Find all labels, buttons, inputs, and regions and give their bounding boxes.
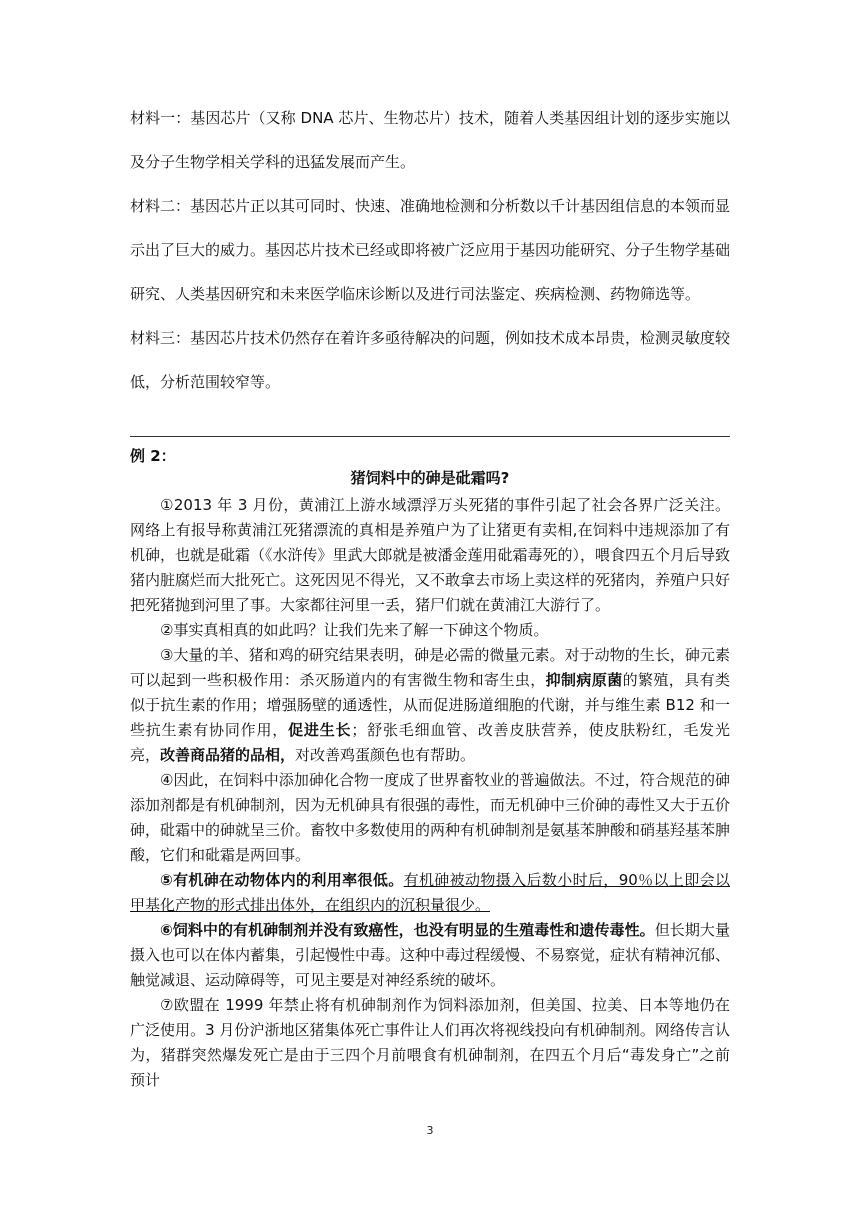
paragraph-5 <box>130 868 730 918</box>
bold-improve-quality: 改善商品猪的品相， <box>160 746 296 764</box>
paragraph-5-bold: ⑤有机砷在动物体内的利用率很低。 <box>160 871 404 889</box>
example-label: 例 2： <box>130 447 176 465</box>
paragraph-7: ⑦欧盟在 1999 年禁止将有机砷制剂作为饲料添加剂，但美国、拉美、日本等地仍在广泛使用。3 月份沪浙地区猪集体死亡事件让人们再次将视线投向有机砷制剂。网络传言认为，猪群突然爆发死亡是由于三四个月前喂食有机砷制剂，在四五个月后“毒发身亡”之前预计 <box>130 996 730 1089</box>
paragraph-4: ④因此，在饲料中添加砷化合物一度成了世界畜牧业的普遍做法。不过，符合规范的砷添加剂都是有机砷制剂，因为无机砷具有很强的毒性，而无机砷中三价砷的毒性又大于五价砷，砒霜中的砷就呈三价。畜牧中多数使用的两种有机砷制剂是氨基苯胂酸和硝基羟基苯胂酸，它们和砒霜是两回事。 <box>130 771 731 864</box>
example-section <box>130 444 730 1093</box>
paragraph-3-text-a: ③大量的羊、猪和鸡的研究结果表明，砷是必需的微量元素。对于动物的生长，砷元素可以起到一些积极作用：杀灭肠道内的有害微生物和寄生虫， <box>130 646 730 689</box>
paragraph-3-text-c: 的繁殖，具有类似于抗生素的作用；增强肠壁的通透性，从而促进肠道细胞的代谢，并与维生素 B12 和一些抗生素有协同作用， <box>130 671 730 739</box>
materials-section <box>130 96 730 404</box>
bold-promote-growth: 促进生长 <box>288 721 352 739</box>
paragraph-6-text: 但长期大量摄入也可以在体内蓄集，引起慢性中毒。这种中毒过程缓慢、不易察觉，症状有精神沉郁、触觉减退、运动障碍等，可见主要是对神经系统的破坏。 <box>130 921 731 989</box>
material-one: 材料一：基因芯片（又称 DNA 芯片、生物芯片）技术，随着人类基因组计划的逐步实施以及分子生物学相关学科的迅猛发展而产生。 <box>130 109 730 171</box>
example-title: 猪饲料中的砷是砒霜吗? <box>350 469 510 487</box>
page-number: 3 <box>426 1124 434 1137</box>
paragraph-3 <box>130 643 730 768</box>
paragraph-6-bold: ⑥饲料中的有机砷制剂并没有致癌性，也没有明显的生殖毒性和遗传毒性。 <box>160 921 655 939</box>
paragraph-3-text-d: ；舒张毛细血管、改善皮肤营养，使皮肤粉红，毛发光亮， <box>130 721 730 764</box>
material-three: 材料三：基因芯片技术仍然存在着许多亟待解决的问题，例如技术成本昂贵，检测灵敏度较低，分析范围较窄等。 <box>130 329 731 391</box>
paragraph-6 <box>130 918 730 993</box>
paragraph-2: ②事实真相真的如此吗？让我们先来了解一下砷这个物质。 <box>160 621 549 639</box>
paragraph-1: ①2013 年 3 月份，黄浦江上游水域漂浮万头死猪的事件引起了社会各界广泛关注。网络上有报导称黄浦江死猪漂流的真相是养殖户为了让猪更有卖相,在饲料中违规添加了有机砷，也就是砒霜（《水浒传》里武大郎就是被潘金莲用砒霜毒死的），喂食四五个月后导致猪内脏腐烂而大批死亡。这死因见不得光，又不敢拿去市场上卖这样的死猪肉，养殖户只好把死猪抛到河里了事。大家都往河里一丢，猪尸们就在黄浦江大游行了。 <box>130 496 731 614</box>
bold-inhibit-pathogens: 抑制病原菌 <box>545 671 623 689</box>
material-two: 材料二：基因芯片正以其可同时、快速、准确地检测和分析数以千计基因组信息的本领而显示出了巨大的威力。基因芯片技术已经或即将被广泛应用于基因功能研究、分子生物学基础研究、人类基因研究和未来医学临床诊断以及进行司法鉴定、疾病检测、药物筛选等。 <box>130 197 731 303</box>
paragraph-5-underlined: 有机砷被动物摄入后数小时后，90％以上即会以甲基化产物的形式排出体外，在组织内的沉积量很少。 <box>130 871 731 914</box>
section-divider <box>130 436 730 437</box>
paragraph-3-text-e: 对改善鸡蛋颜色也有帮助。 <box>295 746 476 764</box>
